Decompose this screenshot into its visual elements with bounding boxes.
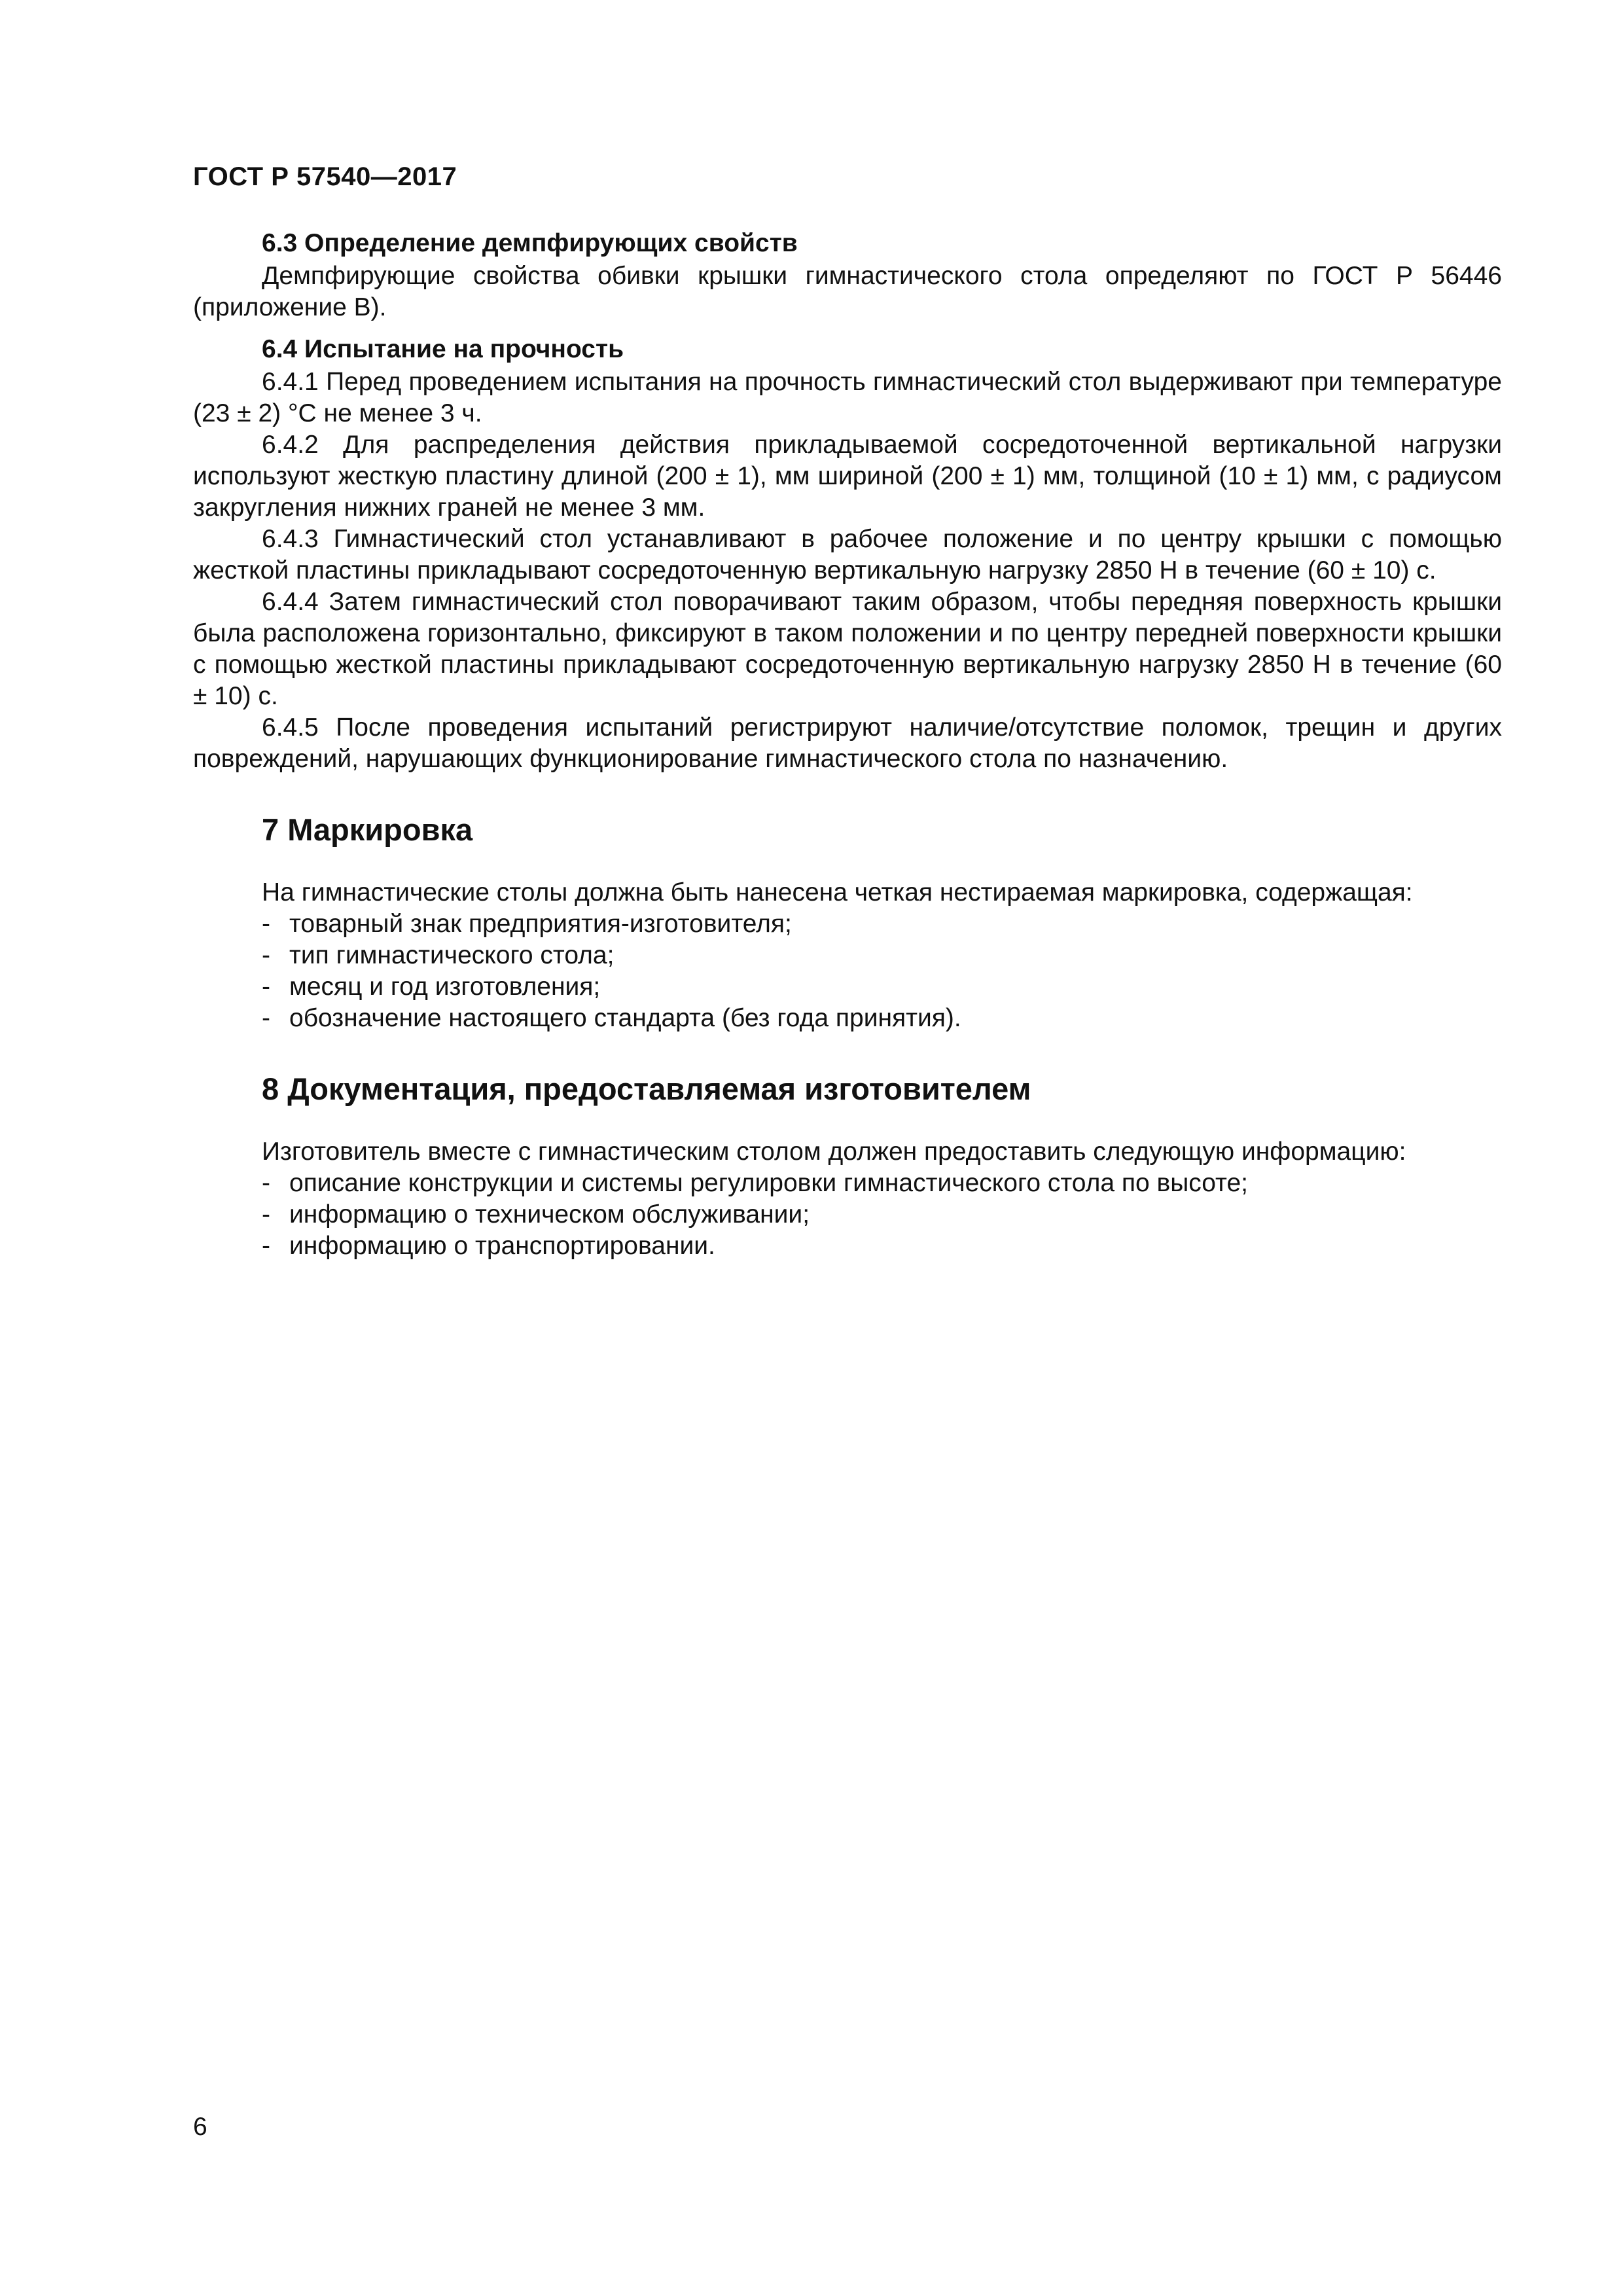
clause-6-4-2: 6.4.2 Для распределения действия прикладываемой сосредоточенной вертикальной нагрузки используют жесткую пластину длиной (200 ± 1), мм шириной (200 ± 1) мм, толщиной (10 ± 1) мм, с радиусом закругления нижних граней не менее 3 мм.: [193, 431, 1502, 522]
section-8-title: 8 Документация, предоставляемая изготовителем: [262, 1071, 1031, 1106]
list-dash: -: [262, 1004, 270, 1032]
list-item: - описание конструкции и системы регулировки гимнастического стола по высоте;: [193, 1168, 1502, 1199]
clause-6-4-4: 6.4.4 Затем гимнастический стол поворачивают таким образом, чтобы передняя поверхность крышки была расположена горизонтально, фиксируют в таком положении и по центру передней поверхности крышки с помощью жесткой пластины прикладывают сосредоточенную вертикальную нагрузку 2850 Н в течение (60 ± 10) с.: [193, 588, 1502, 710]
subsection-6-3-text: Демпфирующие свойства обивки крышки гимнастического стола определяют по ГОСТ Р 56446 (приложение В).: [193, 262, 1502, 321]
standard-header: ГОСТ Р 57540—2017: [193, 162, 457, 191]
list-dash: -: [262, 941, 270, 969]
list-dash: -: [262, 1169, 270, 1197]
list-item: - информацию о транспортировании.: [193, 1230, 1502, 1262]
list-dash: -: [262, 1200, 270, 1229]
clause-6-4-3: 6.4.3 Гимнастический стол устанавливают в рабочее положение и по центру крышки с помощью жесткой пластины прикладывают сосредоточенную вертикальную нагрузку 2850 Н в течение (60 ± 10) с.: [193, 525, 1502, 584]
section-7-intro: На гимнастические столы должна быть нанесена четкая нестираемая маркировка, содержащая:: [262, 878, 1413, 906]
section-8-intro: Изготовитель вместе с гимнастическим столом должен предоставить следующую информацию:: [262, 1138, 1406, 1166]
list-item: - тип гимнастического стола;: [193, 940, 1502, 971]
list-item: - информацию о техническом обслуживании;: [193, 1199, 1502, 1230]
list-dash: -: [262, 910, 270, 938]
list-dash: -: [262, 1232, 270, 1260]
section-8-list: [193, 1168, 1502, 1262]
list-item: - обозначение настоящего стандарта (без года принятия).: [193, 1003, 1502, 1034]
list-item: - месяц и год изготовления;: [193, 971, 1502, 1003]
section-7-list: [193, 908, 1502, 1034]
clause-6-4-5: 6.4.5 После проведения испытаний регистрируют наличие/отсутствие поломок, трещин и других повреждений, нарушающих функционирование гимнастического стола по назначению.: [193, 713, 1502, 773]
subsection-6-3-title: 6.3 Определение демпфирующих свойств: [262, 229, 798, 257]
clause-6-4-1: 6.4.1 Перед проведением испытания на прочность гимнастический стол выдерживают при температуре (23 ± 2) °С не менее 3 ч.: [193, 368, 1502, 427]
list-item: - товарный знак предприятия-изготовителя;: [193, 908, 1502, 940]
page-content: [193, 228, 1502, 1262]
page-number: 6: [193, 2113, 207, 2141]
subsection-6-4-title: 6.4 Испытание на прочность: [262, 335, 624, 363]
list-dash: -: [262, 973, 270, 1001]
section-7-title: 7 Маркировка: [262, 812, 473, 847]
